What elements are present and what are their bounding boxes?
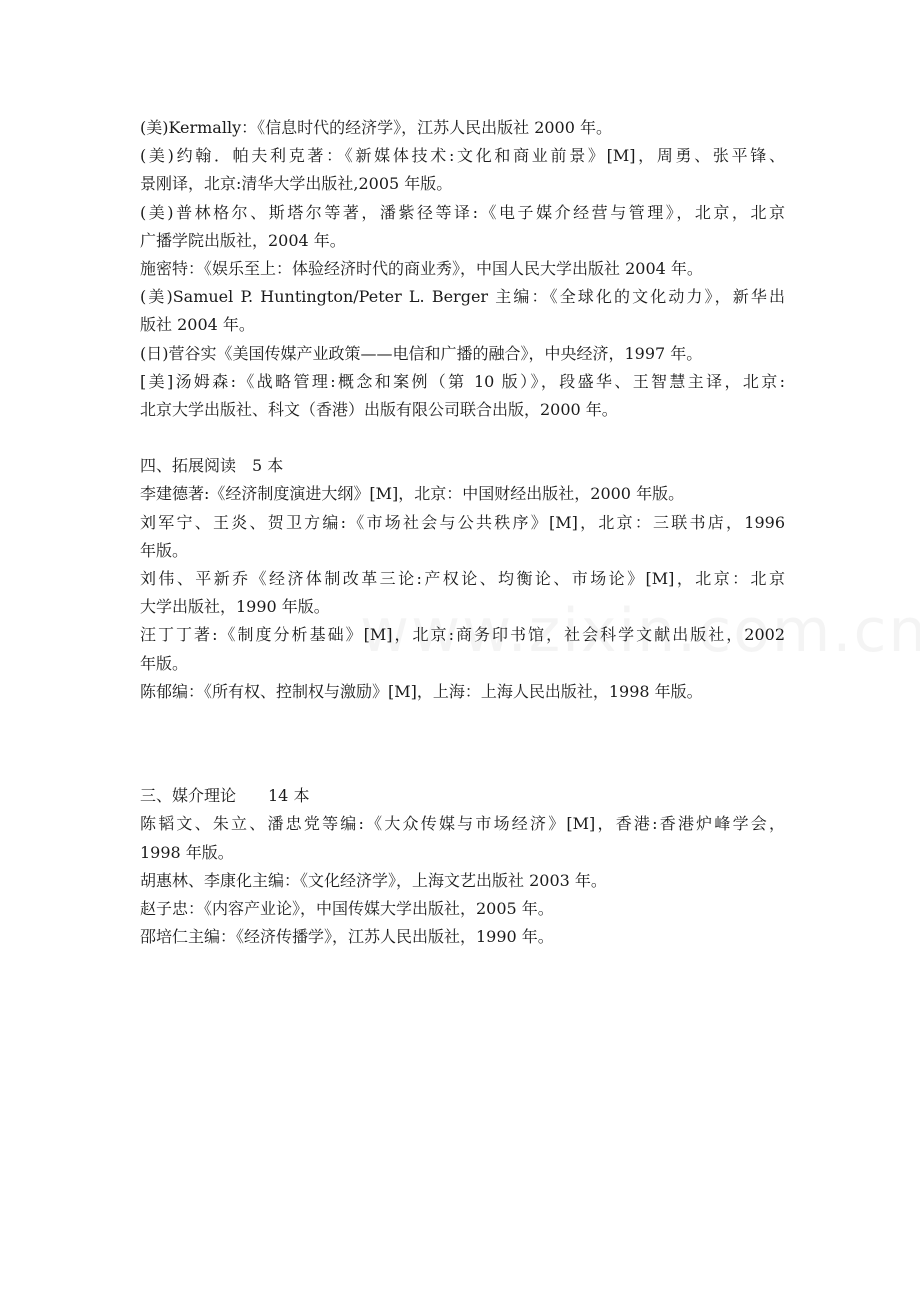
reference-line: (美)约翰．帕夫利克著：《新媒体技术:文化和商业前景》[M]，周勇、张平锋、 bbox=[140, 146, 785, 166]
reference-line: (美)Samuel P. Huntington/Peter L. Berger 主编：《全球化的文化动力》，新华出 bbox=[140, 287, 785, 307]
reference-line: [美]汤姆森:《战略管理:概念和案例（第 10 版）》，段盛华、王智慧主译，北京: bbox=[140, 371, 785, 391]
reference-line: 年版。 bbox=[140, 653, 189, 673]
reference-line: 施密特：《娱乐至上：体验经济时代的商业秀》，中国人民大学出版社 2004 年。 bbox=[140, 258, 703, 278]
reference-line: 北京大学出版社、科文（香港）出版有限公司联合出版，2000 年。 bbox=[140, 399, 618, 419]
reference-line: 刘军宁、王炎、贺卫方编:《市场社会与公共秩序》[M]，北京：三联书店，1996 bbox=[140, 512, 785, 532]
reference-line: 邵培仁主编：《经济传播学》，江苏人民出版社，1990 年。 bbox=[140, 927, 554, 947]
reference-line: 汪丁丁著:《制度分析基础》[M]，北京:商务印书馆，社会科学文献出版社，2002 bbox=[140, 625, 785, 645]
reference-line: 李建德著:《经济制度演进大纲》[M]，北京：中国财经出版社，2000 年版。 bbox=[140, 484, 685, 504]
reference-line: 年版。 bbox=[140, 540, 189, 560]
reference-line: 版社 2004 年。 bbox=[140, 315, 255, 335]
document-body bbox=[140, 114, 785, 951]
spacer bbox=[140, 706, 785, 734]
reference-line: 赵子忠：《内容产业论》，中国传媒大学出版社，2005 年。 bbox=[140, 898, 554, 918]
reference-line: 广播学院出版社，2004 年。 bbox=[140, 230, 346, 250]
reference-line: 刘伟、平新乔《经济体制改革三论:产权论、均衡论、市场论》[M]，北京：北京 bbox=[140, 569, 785, 588]
reference-line: 陈韬文、朱立、潘忠党等编:《大众传媒与市场经济》[M]，香港:香港炉峰学会， bbox=[140, 814, 785, 834]
reference-line: (美)Kermally：《信息时代的经济学》，江苏人民出版社 2000 年。 bbox=[140, 118, 613, 137]
reference-line: 大学出版社，1990 年版。 bbox=[140, 597, 330, 617]
spacer bbox=[140, 424, 785, 452]
reference-line: (美)普林格尔、斯塔尔等著，潘紫径等译:《电子媒介经营与管理》，北京，北京 bbox=[140, 202, 785, 222]
reference-line: (日)菅谷实《美国传媒产业政策——电信和广播的融合》，中央经济，1997 年。 bbox=[140, 343, 703, 363]
section-heading: 三、媒介理论 14 本 bbox=[140, 786, 310, 806]
reference-line: 1998 年版。 bbox=[140, 842, 234, 862]
section-heading: 四、拓展阅读 5 本 bbox=[140, 456, 284, 476]
spacer bbox=[140, 734, 785, 782]
reference-line: 景刚译，北京:清华大学出版社,2005 年版。 bbox=[140, 174, 453, 194]
reference-line: 胡惠林、李康化主编：《文化经济学》，上海文艺出版社 2003 年。 bbox=[140, 870, 607, 890]
reference-line: 陈郁编：《所有权、控制权与激励》[M]，上海：上海人民出版社，1998 年版。 bbox=[140, 681, 703, 701]
